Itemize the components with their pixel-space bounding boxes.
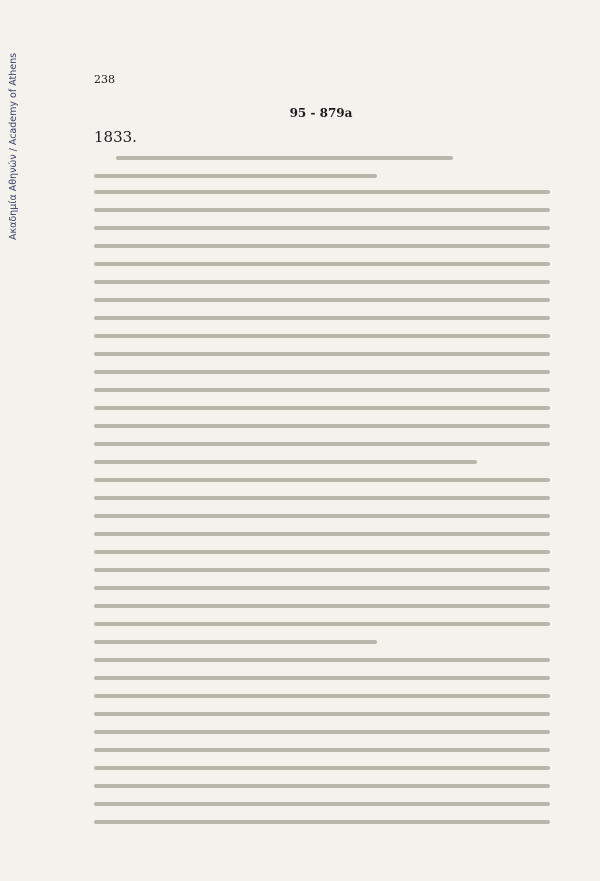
text-line bbox=[94, 640, 377, 644]
text-line bbox=[94, 622, 550, 626]
text-line bbox=[94, 586, 550, 590]
document-number: 95 - 879a bbox=[289, 106, 353, 120]
text-line bbox=[94, 244, 550, 248]
running-head bbox=[94, 73, 548, 89]
text-line bbox=[94, 802, 550, 806]
text-line bbox=[94, 226, 550, 230]
text-line bbox=[94, 568, 550, 572]
text-line bbox=[94, 442, 550, 446]
text-line bbox=[94, 424, 550, 428]
text-line bbox=[94, 478, 550, 482]
text-line bbox=[94, 316, 550, 320]
text-line bbox=[94, 406, 550, 410]
side-stamp-text: Ακαδημία Αθηνών / Academy of Athens bbox=[8, 52, 19, 240]
body-text bbox=[94, 190, 550, 838]
text-line bbox=[94, 676, 550, 680]
text-line bbox=[94, 280, 550, 284]
text-line bbox=[94, 784, 550, 788]
entry-subheading-lines bbox=[94, 156, 550, 192]
text-line bbox=[94, 604, 550, 608]
text-line bbox=[94, 174, 377, 178]
text-line bbox=[94, 514, 550, 518]
text-line bbox=[94, 766, 550, 770]
page-number: 238 bbox=[94, 73, 115, 86]
text-line bbox=[94, 748, 550, 752]
entry-heading: 1833. bbox=[94, 128, 137, 146]
text-line bbox=[94, 658, 550, 662]
text-line bbox=[94, 532, 550, 536]
text-line bbox=[94, 208, 550, 212]
text-line bbox=[94, 820, 550, 824]
text-line bbox=[94, 334, 550, 338]
text-line bbox=[94, 496, 550, 500]
text-line bbox=[94, 298, 550, 302]
text-line bbox=[94, 550, 550, 554]
text-line bbox=[94, 262, 550, 266]
text-line bbox=[94, 190, 550, 194]
text-line bbox=[94, 694, 550, 698]
text-line bbox=[94, 460, 477, 464]
side-stamp bbox=[6, 30, 22, 250]
text-line bbox=[94, 352, 550, 356]
text-line bbox=[94, 370, 550, 374]
text-line bbox=[94, 388, 550, 392]
text-line bbox=[94, 730, 550, 734]
text-line bbox=[94, 712, 550, 716]
text-line bbox=[116, 156, 453, 160]
